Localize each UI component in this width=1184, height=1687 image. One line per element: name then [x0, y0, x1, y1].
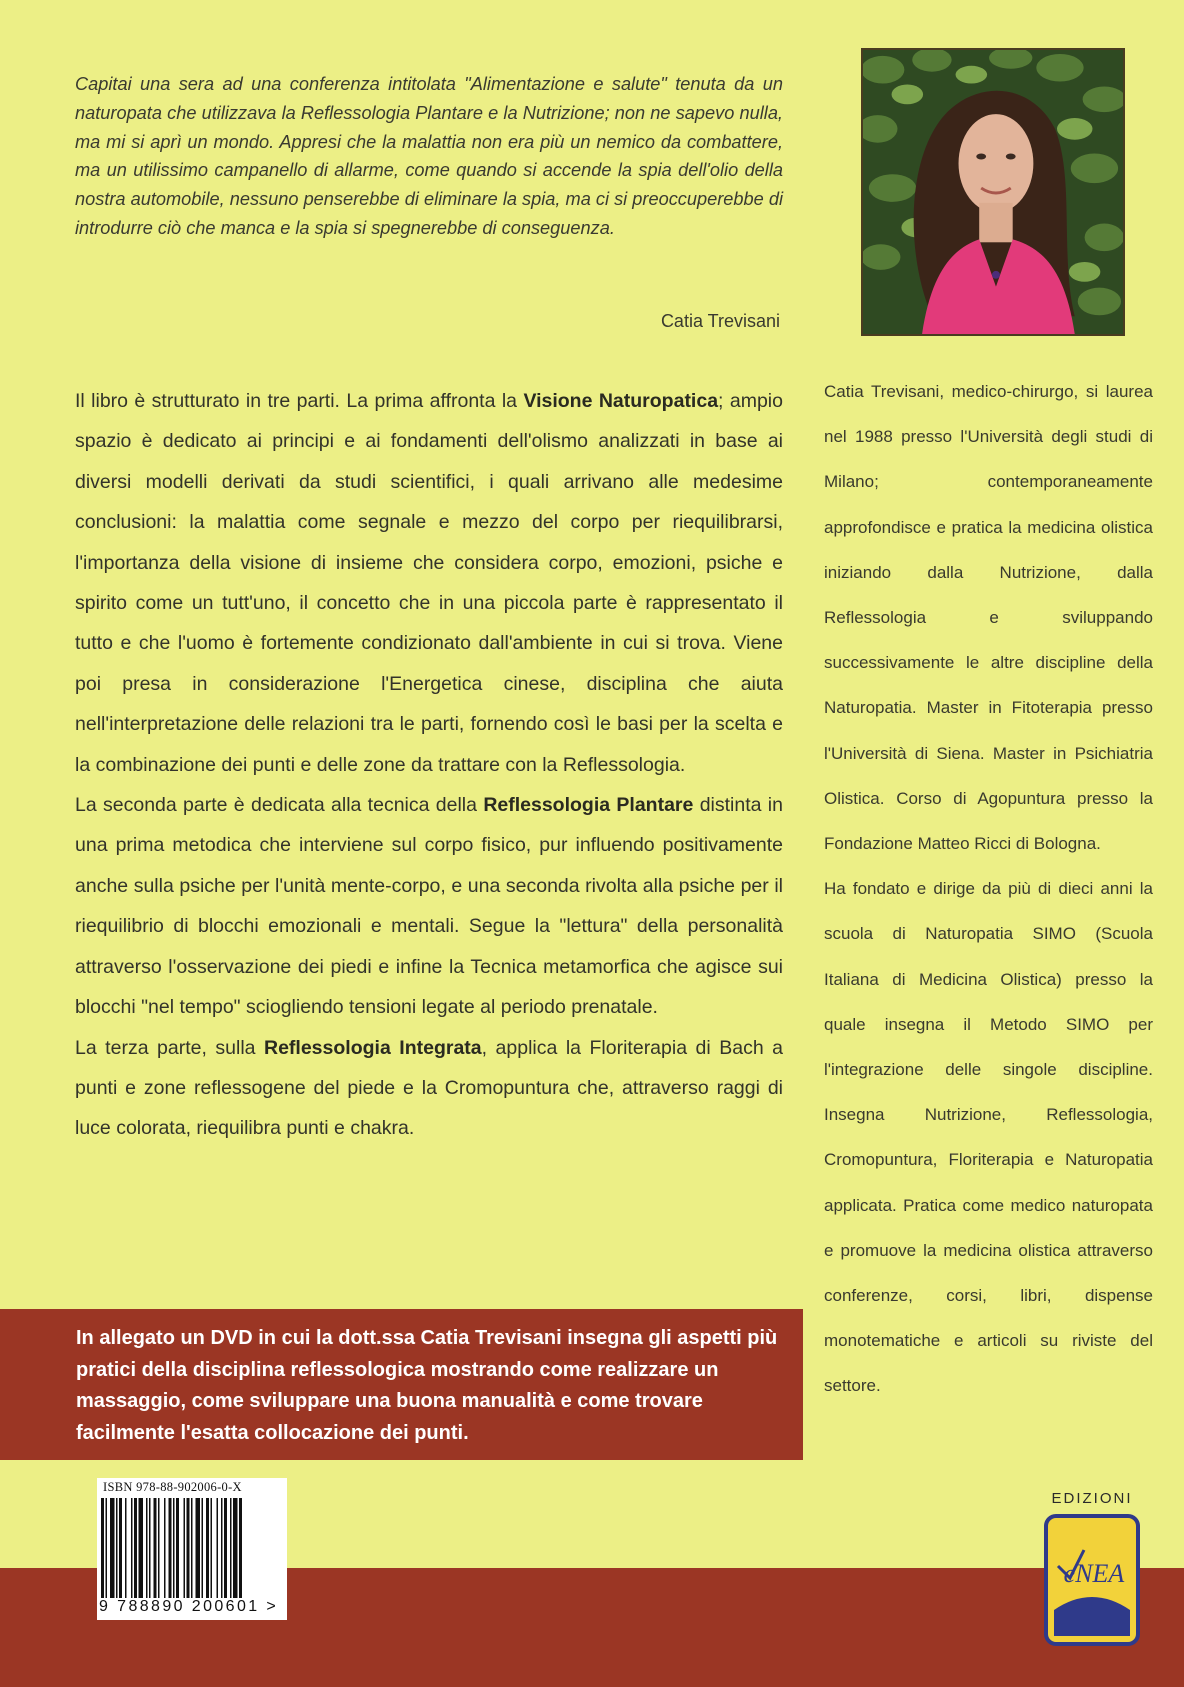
- description-part-one: Il libro è strutturato in tre parti. La prima affronta la Visione Naturopatica; ampio spazio è dedicato ai principi e ai fondamenti dell'olismo analizzati in base ai diversi modelli derivati da studi scientifici, i quali arrivano alle medesime conclusioni: la malattia come segnale e mezzo del corpo per riequilibrarsi, l'importanza della visione di insieme che considera corpo, emozioni, psiche e spirito come un tutt'uno, il concetto che in una piccola parte è rappresentato il tutto e che l'uomo è fortemente condizionato dall'ambiente in cui si trova. Viene poi presa in considerazione l'Energetica cinese, disciplina che aiuta nell'interpretazione delle relazioni tra le parti, fornendo così le basi per la scelta e la combinazione dei punti e delle zone da trattare con la Reflessologia.: [75, 390, 783, 776]
- book-description: [75, 381, 783, 1149]
- intro-quote: Capitai una sera ad una conferenza intitolata "Alimentazione e salute" tenuta da un naturopata che utilizzava la Reflessologia Plantare e la Nutrizione; non ne sapevo nulla, ma mi si aprì un mondo. Appresi che la malattia non era più un nemico da combattere, ma un utilissimo campanello di allarme, come quando si accende la spia dell'olio della nostra automobile, nessuno penserebbe di eliminare la spia, ma ci si preoccuperebbe di introdurre ciò che manca e la spia si spegnerebbe di conseguenza.: [75, 74, 783, 238]
- publisher-mark-icon: [1044, 1514, 1140, 1646]
- publisher-logo: [1036, 1490, 1148, 1655]
- author-bio-paragraph: Catia Trevisani, medico-chirurgo, si laurea nel 1988 presso l'Università degli studi di Milano; contemporaneamente approfondisce e pratica la medicina olistica iniziando dalla Nutrizione, dalla Reflessologia e sviluppando successivamente le altre discipline della Naturopatia. Master in Fitoterapia presso l'Università di Siena. Master in Psichiatria Olistica. Corso di Agopuntura presso la Fondazione Matteo Ricci di Bologna.: [824, 382, 1153, 854]
- isbn-label: ISBN 978-88-902006-0-X: [103, 1480, 242, 1494]
- quote-author: Catia Trevisani: [660, 311, 780, 331]
- description-part-two: La seconda parte è dedicata alla tecnica della Reflessologia Plantare distinta in una prima metodica che interviene sul corpo fisico, pur influendo positivamente anche sulla psiche per l'unità mente-corpo, e una seconda rivolta alla psiche per il riequilibrio di blocchi emozionali e mentali. Segue la "lettura" della personalità attraverso l'osservazione dei piedi e infine la Tecnica metamorfica che agisce sui blocchi "nel tempo" sciogliendo tensioni legate al periodo prenatale.: [75, 794, 783, 1019]
- barcode-icon: [101, 1498, 283, 1598]
- dvd-banner-text: In allegato un DVD in cui la dott.ssa Catia Trevisani insegna gli aspetti più pratici della disciplina reflessologica mostrando come realizzare un massaggio, come sviluppare una buona manualità e come trovare facilmente l'esatta collocazione dei punti.: [76, 1327, 778, 1444]
- author-bio-paragraph: Ha fondato e dirige da più di dieci anni la scuola di Naturopatia SIMO (Scuola Italiana di Medicina Olistica) presso la quale insegna il Metodo SIMO per l'integrazione delle singole discipline. Insegna Nutrizione, Reflessologia, Cromopuntura, Floriterapia e Naturopatia applicata. Pratica come medico naturopata e promuove la medicina olistica attraverso conferenze, corsi, libri, dispense monotematiche e articoli su riviste del settore.: [824, 879, 1153, 1396]
- author-bio: [824, 369, 1153, 1409]
- author-photo: [861, 48, 1125, 336]
- ean-number: 9 788890 200601 >: [99, 1598, 279, 1615]
- svg-text:eNEA: eNEA: [1063, 1559, 1125, 1588]
- dvd-banner: [0, 1309, 803, 1460]
- description-part-three: La terza parte, sulla Reflessologia Integrata, applica la Floriterapia di Bach a punti e zone reflessogene del piede e la Cromopuntura che, attraverso raggi di luce colorata, riequilibra punti e chakra.: [75, 1036, 784, 1140]
- isbn-barcode: [97, 1478, 287, 1620]
- publisher-name: EDIZIONI: [1051, 1490, 1133, 1507]
